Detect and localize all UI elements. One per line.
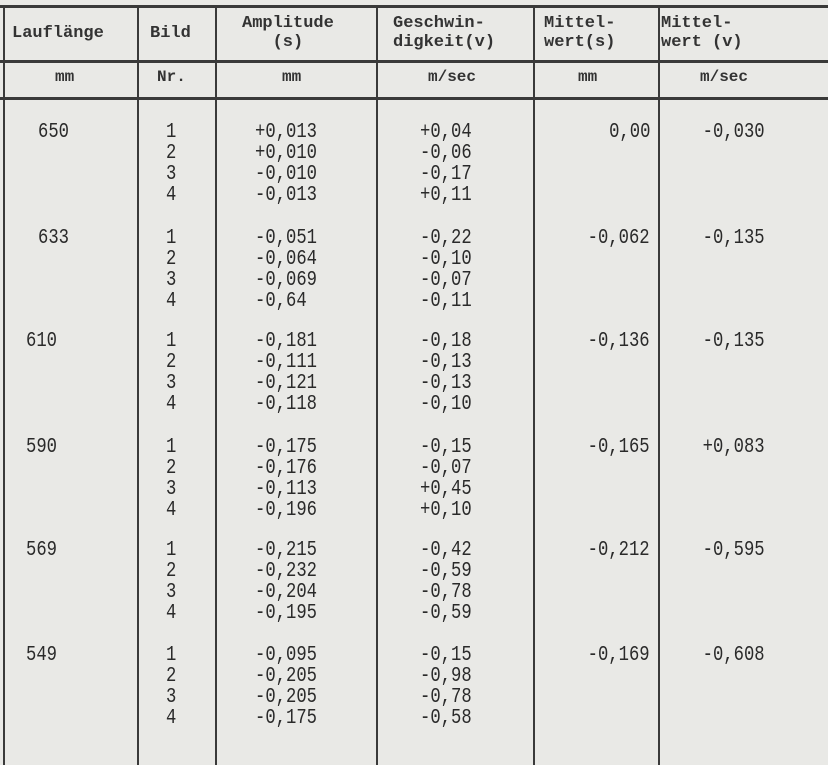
bild-number: 1 <box>166 121 177 144</box>
column-border <box>533 5 535 765</box>
bild-number: 1 <box>166 539 177 562</box>
geschwindigkeit-value: -0,18 <box>420 330 472 353</box>
header-geschwindigkeit <box>393 14 495 52</box>
bild-number: 3 <box>166 372 177 395</box>
bild-number: 4 <box>166 499 177 522</box>
bild-number: 1 <box>166 227 177 250</box>
column-border <box>215 5 217 765</box>
bild-number: 1 <box>166 436 177 459</box>
amplitude-value: -0,215 <box>255 539 318 562</box>
header-geschwindigkeit-line2: digkeit(v) <box>393 33 496 52</box>
mittelwert-s-value: -0,165 <box>587 436 650 459</box>
geschwindigkeit-value: -0,17 <box>420 163 472 186</box>
amplitude-value: -0,205 <box>255 665 318 688</box>
header-separator <box>0 60 828 63</box>
header-mittelwert-s-line2: wert(s) <box>544 33 616 52</box>
geschwindigkeit-value: +0,45 <box>420 478 472 501</box>
amplitude-value: -0,051 <box>255 227 318 250</box>
mittelwert-v-value: +0,083 <box>702 436 765 459</box>
bild-number: 2 <box>166 351 177 374</box>
amplitude-value: -0,121 <box>255 372 318 395</box>
header-lauflaenge: Lauflänge <box>12 24 104 43</box>
bild-number: 4 <box>166 393 177 416</box>
amplitude-value: -0,013 <box>255 184 318 207</box>
bild-number: 3 <box>166 478 177 501</box>
geschwindigkeit-value: +0,11 <box>420 184 472 207</box>
geschwindigkeit-value: -0,78 <box>420 581 472 604</box>
unit-mittelwert-s: mm <box>578 68 598 86</box>
unit-separator <box>0 97 828 100</box>
geschwindigkeit-value: -0,07 <box>420 269 472 292</box>
amplitude-value: -0,196 <box>255 499 318 522</box>
header-mittelwert-v-line2: wert (v) <box>661 33 743 52</box>
lauflaenge-value: 650 <box>38 121 70 144</box>
mittelwert-s-value: -0,212 <box>587 539 650 562</box>
header-mittelwert-v-line1: Mittel- <box>661 14 733 33</box>
unit-mittelwert-v: m/sec <box>700 68 749 86</box>
mittelwert-v-value: -0,030 <box>702 121 765 144</box>
unit-geschwindigkeit: m/sec <box>428 68 477 86</box>
header-amplitude-line2: (s) <box>272 33 304 52</box>
lauflaenge-value: 590 <box>26 436 58 459</box>
bild-number: 4 <box>166 602 177 625</box>
geschwindigkeit-value: -0,07 <box>420 457 472 480</box>
column-border <box>658 5 660 765</box>
unit-bild: Nr. <box>157 68 186 86</box>
geschwindigkeit-value: -0,13 <box>420 372 472 395</box>
mittelwert-v-value: -0,135 <box>702 330 765 353</box>
geschwindigkeit-value: -0,10 <box>420 393 472 416</box>
geschwindigkeit-value: +0,10 <box>420 499 472 522</box>
bild-number: 3 <box>166 581 177 604</box>
amplitude-value: +0,010 <box>255 142 318 165</box>
mittelwert-s-value: -0,062 <box>587 227 650 250</box>
geschwindigkeit-value: -0,58 <box>420 707 472 730</box>
geschwindigkeit-value: -0,59 <box>420 560 472 583</box>
amplitude-value: -0,095 <box>255 644 318 667</box>
amplitude-value: -0,064 <box>255 248 318 271</box>
amplitude-value: -0,069 <box>255 269 318 292</box>
amplitude-value: -0,175 <box>255 707 318 730</box>
mittelwert-v-value: -0,595 <box>702 539 765 562</box>
bild-number: 2 <box>166 665 177 688</box>
amplitude-value: -0,64 <box>255 290 307 313</box>
header-amplitude <box>242 14 334 52</box>
geschwindigkeit-value: -0,13 <box>420 351 472 374</box>
geschwindigkeit-value: -0,98 <box>420 665 472 688</box>
amplitude-value: -0,204 <box>255 581 318 604</box>
amplitude-value: -0,205 <box>255 686 318 709</box>
amplitude-value: -0,176 <box>255 457 318 480</box>
bild-number: 3 <box>166 163 177 186</box>
unit-lauflaenge: mm <box>55 68 75 86</box>
bild-number: 3 <box>166 686 177 709</box>
column-border <box>137 5 139 765</box>
bild-number: 3 <box>166 269 177 292</box>
lauflaenge-value: 569 <box>26 539 58 562</box>
column-border <box>376 5 378 765</box>
geschwindigkeit-value: -0,42 <box>420 539 472 562</box>
bild-number: 2 <box>166 142 177 165</box>
mittelwert-v-value: -0,608 <box>702 644 765 667</box>
header-amplitude-line1: Amplitude <box>242 14 334 33</box>
amplitude-value: -0,195 <box>255 602 318 625</box>
header-mittelwert-s <box>544 14 615 52</box>
header-mittelwert-s-line1: Mittel- <box>544 14 616 33</box>
bild-number: 2 <box>166 457 177 480</box>
geschwindigkeit-value: -0,11 <box>420 290 472 313</box>
header-bild: Bild <box>150 24 191 43</box>
header-mittelwert-v <box>661 14 743 52</box>
amplitude-value: -0,010 <box>255 163 318 186</box>
amplitude-value: -0,113 <box>255 478 318 501</box>
table-top-rule <box>0 5 828 8</box>
amplitude-value: -0,181 <box>255 330 318 353</box>
column-border-left <box>3 5 5 765</box>
bild-number: 4 <box>166 290 177 313</box>
bild-number: 2 <box>166 560 177 583</box>
lauflaenge-value: 633 <box>38 227 70 250</box>
unit-amplitude: mm <box>282 68 302 86</box>
amplitude-value: -0,111 <box>255 351 318 374</box>
geschwindigkeit-value: -0,78 <box>420 686 472 709</box>
geschwindigkeit-value: -0,59 <box>420 602 472 625</box>
geschwindigkeit-value: -0,10 <box>420 248 472 271</box>
geschwindigkeit-value: -0,22 <box>420 227 472 250</box>
mittelwert-v-value: -0,135 <box>702 227 765 250</box>
bild-number: 1 <box>166 644 177 667</box>
lauflaenge-value: 549 <box>26 644 58 667</box>
amplitude-value: -0,232 <box>255 560 318 583</box>
bild-number: 4 <box>166 184 177 207</box>
amplitude-value: +0,013 <box>255 121 318 144</box>
mittelwert-s-value: 0,00 <box>608 121 650 144</box>
amplitude-value: -0,175 <box>255 436 318 459</box>
geschwindigkeit-value: -0,06 <box>420 142 472 165</box>
lauflaenge-value: 610 <box>26 330 58 353</box>
bild-number: 1 <box>166 330 177 353</box>
amplitude-value: -0,118 <box>255 393 318 416</box>
bild-number: 2 <box>166 248 177 271</box>
bild-number: 4 <box>166 707 177 730</box>
geschwindigkeit-value: -0,15 <box>420 436 472 459</box>
mittelwert-s-value: -0,136 <box>587 330 650 353</box>
geschwindigkeit-value: -0,15 <box>420 644 472 667</box>
geschwindigkeit-value: +0,04 <box>420 121 472 144</box>
header-geschwindigkeit-line1: Geschwin- <box>393 14 485 33</box>
mittelwert-s-value: -0,169 <box>587 644 650 667</box>
